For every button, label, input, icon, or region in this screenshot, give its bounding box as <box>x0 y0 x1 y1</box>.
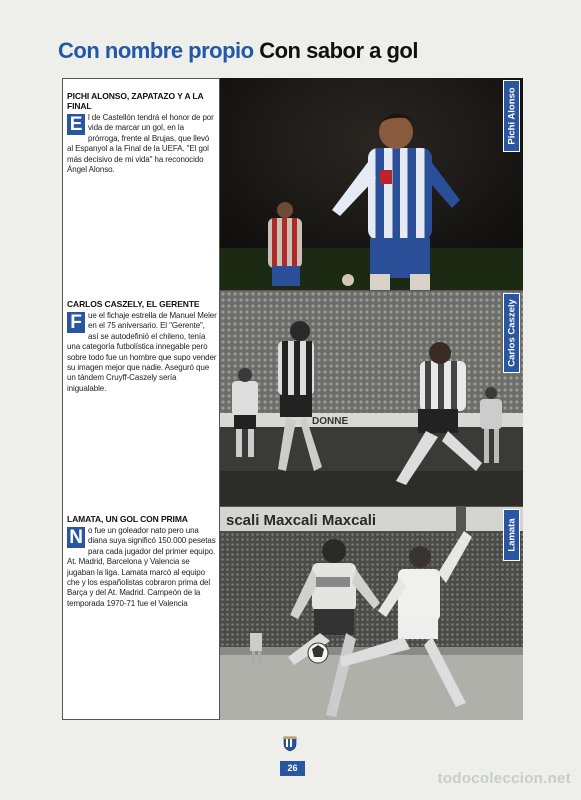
drop-cap: F <box>67 312 85 333</box>
drop-cap: E <box>67 114 85 135</box>
title-part-1: Con nombre propio <box>58 38 254 63</box>
article-pichi-alonso <box>67 91 217 175</box>
ad-banner-text: scali Maxcali Maxcali <box>226 512 377 529</box>
article-body <box>67 113 217 175</box>
article-body <box>67 526 217 609</box>
photo-label: Pichi Alonso <box>503 80 520 152</box>
article-heading: PICHI ALONSO, ZAPATAZO Y A LA FINAL <box>67 91 204 111</box>
article-body <box>67 311 217 394</box>
photo-lamata <box>219 506 523 720</box>
article-heading: LAMATA, UN GOL CON PRIMA <box>67 514 188 524</box>
article-heading: CARLOS CASZELY, EL GERENTE <box>67 299 200 309</box>
drop-cap: N <box>67 527 85 548</box>
title-part-2: Con sabor a gol <box>259 38 418 63</box>
article-text: ue el fichaje estrella de Manuel Meler en el 75 aniversario. El "Gerente", así se autodefinió el chileno, tenía una categoría futbolística innegable pero sobre todo fue un hombre que supo vender su imagen mejor que nadie. Aseguró que un tándem Cruyff-Caszely sería inigualable. <box>67 311 217 393</box>
article-carlos-caszely <box>67 299 217 394</box>
article-text: o fue un goleador nato pero una diana suya significó 150.000 pesetas para cada jugador del primer equipo. At. Madrid, Barcelona y Valencia se jugaban la liga. Lamata marcó al equipo che y los españolistas cobraron prima del Barça y del At. Madrid. Campeón de la temporada 1970-71 fue el Valencia <box>67 526 216 608</box>
photo-carlos-caszely <box>219 290 523 506</box>
photo-pichi-alonso <box>219 78 523 290</box>
photo-label: Lamata <box>503 509 520 561</box>
watermark: todocoleccion.net <box>437 770 571 787</box>
page-number: 26 <box>280 761 305 776</box>
page-title <box>58 38 418 64</box>
article-text: l de Castellón tendrá el honor de por vida de marcar un gol, en la prórroga, frente al Brujas, que llevó al Espanyol a la Final de la UEFA. "El gol más decisivo de mi vida" ha reconocido Ángel Alonso. <box>67 113 214 175</box>
photo-label: Carlos Caszely <box>503 293 520 373</box>
club-crest-icon <box>283 736 297 752</box>
article-lamata <box>67 514 217 609</box>
ad-banner-text: DONNE <box>312 416 349 427</box>
